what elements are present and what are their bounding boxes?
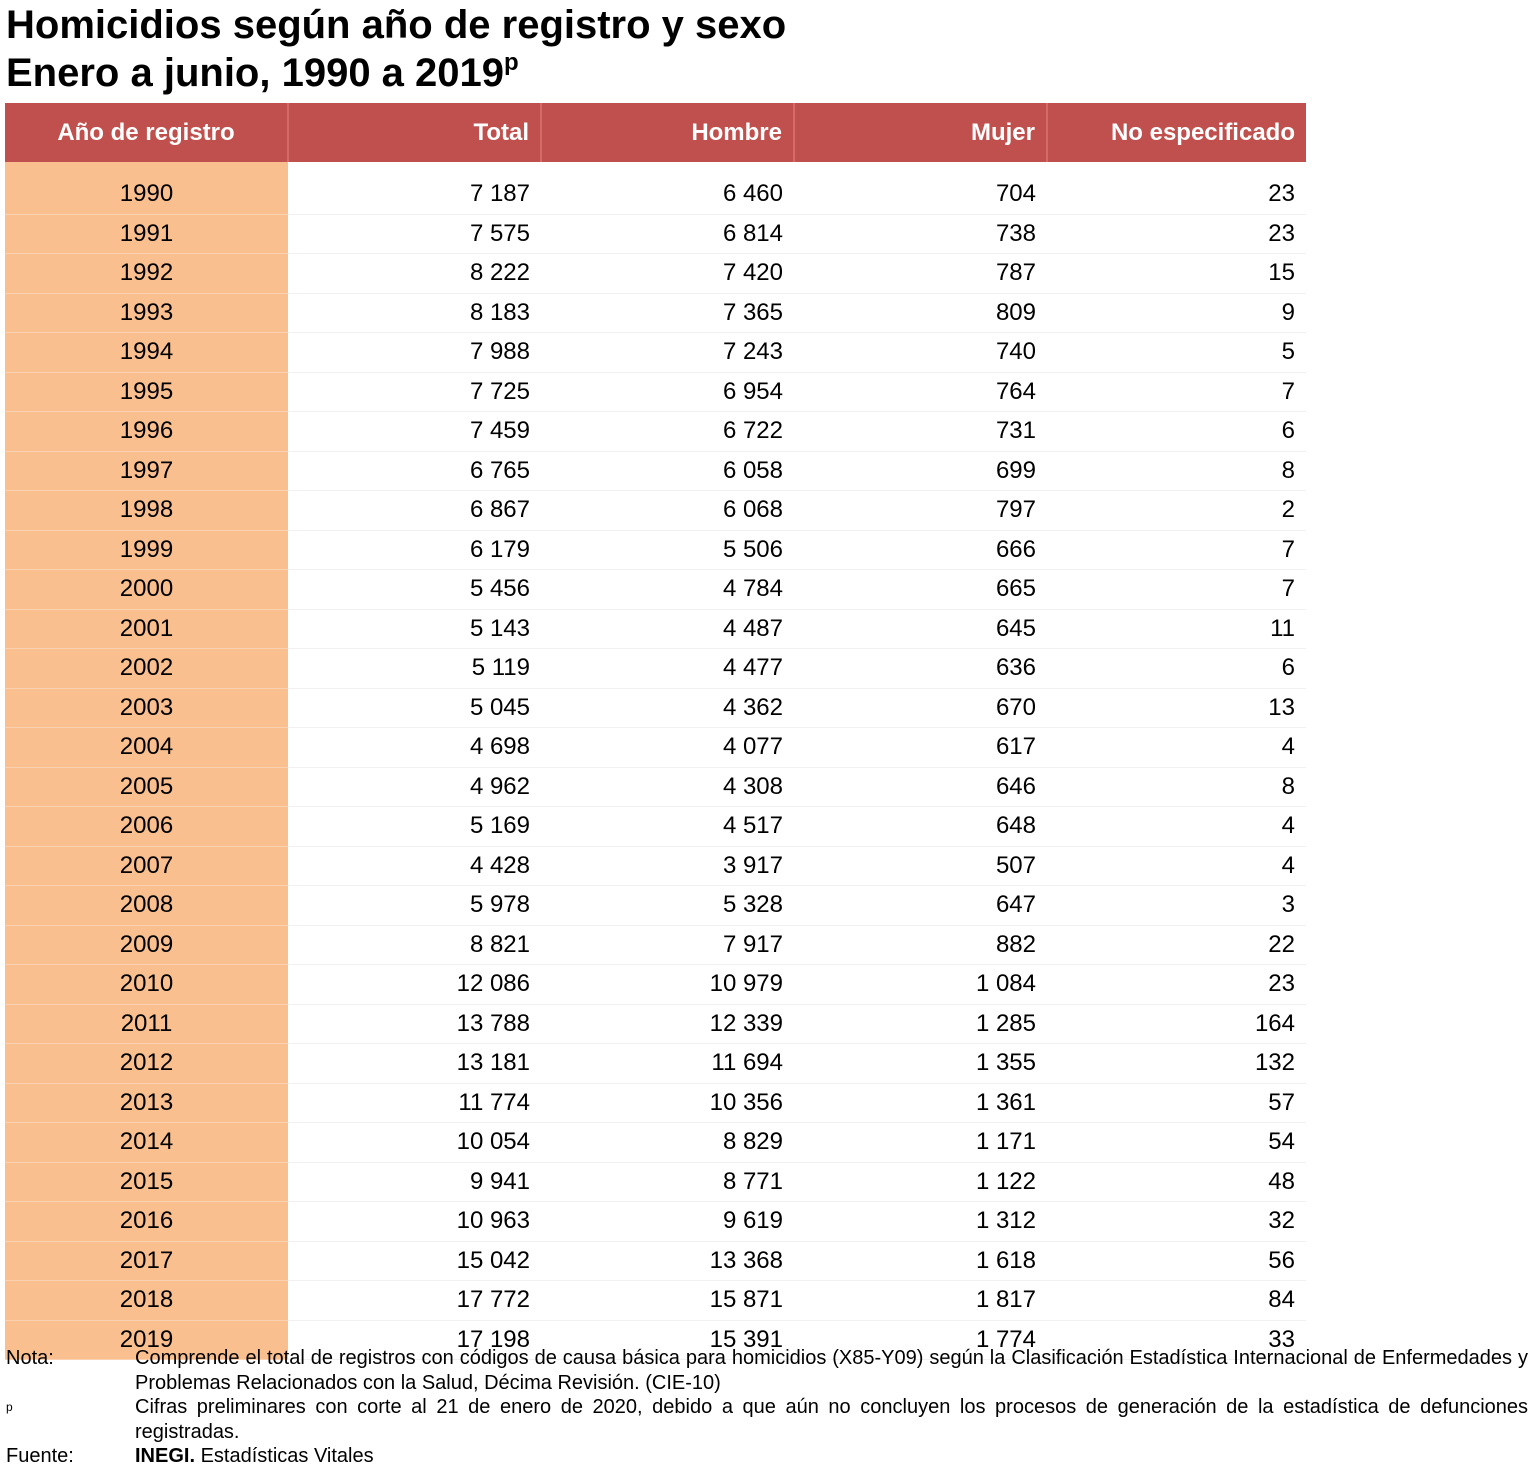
year-cell: 1995 (5, 372, 288, 412)
value-cell: 6 765 (288, 451, 541, 491)
year-cell: 2001 (5, 609, 288, 649)
value-cell: 646 (794, 767, 1047, 807)
value-cell: 7 365 (541, 293, 794, 333)
notes-section (6, 1346, 1528, 1469)
note-label: Fuente: (6, 1445, 74, 1467)
table-row (5, 162, 1306, 214)
value-cell: 5 (1047, 333, 1306, 373)
value-cell: 7 187 (288, 162, 541, 214)
value-cell: 32 (1047, 1202, 1306, 1242)
table-row (5, 925, 1306, 965)
value-cell: 9 (1047, 293, 1306, 333)
year-cell: 2015 (5, 1162, 288, 1202)
year-cell: 2016 (5, 1202, 288, 1242)
value-cell: 6 954 (541, 372, 794, 412)
value-cell: 132 (1047, 1044, 1306, 1084)
note-preliminary (6, 1395, 1528, 1444)
value-cell: 33 (1047, 1320, 1306, 1360)
value-cell: 6 058 (541, 451, 794, 491)
value-cell: 7 (1047, 372, 1306, 412)
preliminary-superscript: p (504, 49, 519, 76)
year-cell: 2000 (5, 570, 288, 610)
value-cell: 5 169 (288, 807, 541, 847)
value-cell: 11 694 (541, 1044, 794, 1084)
value-cell: 17 772 (288, 1281, 541, 1321)
value-cell: 1 817 (794, 1281, 1047, 1321)
value-cell: 6 179 (288, 530, 541, 570)
column-header: Mujer (794, 103, 1047, 162)
value-cell: 787 (794, 254, 1047, 294)
table-row (5, 1123, 1306, 1163)
value-cell: 9 941 (288, 1162, 541, 1202)
note-source (6, 1444, 1528, 1469)
year-cell: 2008 (5, 886, 288, 926)
value-cell: 1 361 (794, 1083, 1047, 1123)
year-cell: 1994 (5, 333, 288, 373)
value-cell: 23 (1047, 162, 1306, 214)
table-row (5, 886, 1306, 926)
year-cell: 2012 (5, 1044, 288, 1084)
value-cell: 6 722 (541, 412, 794, 452)
year-cell: 2017 (5, 1241, 288, 1281)
value-cell: 4 (1047, 728, 1306, 768)
value-cell: 1 171 (794, 1123, 1047, 1163)
value-cell: 699 (794, 451, 1047, 491)
value-cell: 13 788 (288, 1004, 541, 1044)
value-cell: 1 774 (794, 1320, 1047, 1360)
table-row (5, 1044, 1306, 1084)
value-cell: 7 575 (288, 214, 541, 254)
value-cell: 4 077 (541, 728, 794, 768)
value-cell: 7 988 (288, 333, 541, 373)
value-cell: 6 (1047, 412, 1306, 452)
note-label: p (6, 1400, 13, 1414)
value-cell: 6 460 (541, 162, 794, 214)
value-cell: 12 339 (541, 1004, 794, 1044)
year-cell: 2013 (5, 1083, 288, 1123)
value-cell: 647 (794, 886, 1047, 926)
value-cell: 8 183 (288, 293, 541, 333)
value-cell: 617 (794, 728, 1047, 768)
value-cell: 23 (1047, 214, 1306, 254)
value-cell: 740 (794, 333, 1047, 373)
table-row (5, 1004, 1306, 1044)
table-row (5, 254, 1306, 294)
year-cell: 2007 (5, 846, 288, 886)
note-text: Cifras preliminares con corte al 21 de enero de 2020, debido a que aún no concluyen los procesos de generación de la estadística de defunciones registradas. (135, 1396, 1528, 1443)
value-cell: 4 487 (541, 609, 794, 649)
value-cell: 3 917 (541, 846, 794, 886)
value-cell: 13 181 (288, 1044, 541, 1084)
table-body (5, 162, 1306, 1360)
value-cell: 1 355 (794, 1044, 1047, 1084)
value-cell: 809 (794, 293, 1047, 333)
value-cell: 5 456 (288, 570, 541, 610)
year-cell: 1998 (5, 491, 288, 531)
note-text: Comprende el total de registros con códigos de causa básica para homicidios (X85-Y09) según la Clasificación Estadística Internacional de Enfermedades y Problemas Relacionados con la Salud, Décima Revisión. (CIE-10) (135, 1347, 1528, 1394)
value-cell: 704 (794, 162, 1047, 214)
source-org: INEGI. (135, 1445, 196, 1467)
value-cell: 15 871 (541, 1281, 794, 1321)
value-cell: 8 771 (541, 1162, 794, 1202)
column-header: Año de registro (5, 103, 288, 162)
value-cell: 738 (794, 214, 1047, 254)
source-text (135, 1444, 1528, 1469)
table-row (5, 412, 1306, 452)
table-row (5, 609, 1306, 649)
page-title: Homicidios según año de registro y sexo (6, 3, 787, 47)
table-row (5, 530, 1306, 570)
value-cell: 1 285 (794, 1004, 1047, 1044)
year-cell: 2006 (5, 807, 288, 847)
value-cell: 7 (1047, 570, 1306, 610)
year-cell: 2005 (5, 767, 288, 807)
value-cell: 7 243 (541, 333, 794, 373)
value-cell: 10 979 (541, 965, 794, 1005)
value-cell: 17 198 (288, 1320, 541, 1360)
value-cell: 23 (1047, 965, 1306, 1005)
value-cell: 8 829 (541, 1123, 794, 1163)
homicides-table (5, 103, 1306, 1360)
value-cell: 11 774 (288, 1083, 541, 1123)
table-row (5, 570, 1306, 610)
table-row (5, 372, 1306, 412)
table-row (5, 214, 1306, 254)
value-cell: 2 (1047, 491, 1306, 531)
value-cell: 1 312 (794, 1202, 1047, 1242)
column-header: Total (288, 103, 541, 162)
value-cell: 645 (794, 609, 1047, 649)
value-cell: 764 (794, 372, 1047, 412)
page-subtitle (6, 50, 519, 96)
value-cell: 507 (794, 846, 1047, 886)
table-row (5, 965, 1306, 1005)
year-cell: 2010 (5, 965, 288, 1005)
value-cell: 164 (1047, 1004, 1306, 1044)
year-cell: 2019 (5, 1320, 288, 1360)
note-label: Nota: (6, 1347, 54, 1369)
value-cell: 7 420 (541, 254, 794, 294)
year-cell: 2004 (5, 728, 288, 768)
value-cell: 8 (1047, 767, 1306, 807)
value-cell: 9 619 (541, 1202, 794, 1242)
year-cell: 2009 (5, 925, 288, 965)
column-header: No especificado (1047, 103, 1306, 162)
year-cell: 1993 (5, 293, 288, 333)
table-row (5, 1202, 1306, 1242)
value-cell: 4 362 (541, 688, 794, 728)
value-cell: 8 821 (288, 925, 541, 965)
value-cell: 6 068 (541, 491, 794, 531)
value-cell: 731 (794, 412, 1047, 452)
table-row (5, 1281, 1306, 1321)
subtitle-text: Enero a junio, 1990 a 2019 (6, 51, 505, 95)
value-cell: 665 (794, 570, 1047, 610)
value-cell: 15 (1047, 254, 1306, 294)
table-row (5, 293, 1306, 333)
value-cell: 13 (1047, 688, 1306, 728)
value-cell: 22 (1047, 925, 1306, 965)
value-cell: 4 517 (541, 807, 794, 847)
table-header-row (5, 103, 1306, 162)
year-cell: 2014 (5, 1123, 288, 1163)
value-cell: 1 084 (794, 965, 1047, 1005)
year-cell: 1999 (5, 530, 288, 570)
year-cell: 1996 (5, 412, 288, 452)
note-nota (6, 1346, 1528, 1395)
value-cell: 5 119 (288, 649, 541, 689)
value-cell: 648 (794, 807, 1047, 847)
year-cell: 2002 (5, 649, 288, 689)
source-name: Estadísticas Vitales (195, 1445, 374, 1467)
table-row (5, 333, 1306, 373)
value-cell: 797 (794, 491, 1047, 531)
value-cell: 8 222 (288, 254, 541, 294)
year-cell: 2018 (5, 1281, 288, 1321)
year-cell: 1990 (5, 162, 288, 214)
value-cell: 5 506 (541, 530, 794, 570)
value-cell: 54 (1047, 1123, 1306, 1163)
value-cell: 12 086 (288, 965, 541, 1005)
table-row (5, 649, 1306, 689)
year-cell: 1991 (5, 214, 288, 254)
value-cell: 10 356 (541, 1083, 794, 1123)
table-row (5, 767, 1306, 807)
value-cell: 8 (1047, 451, 1306, 491)
value-cell: 7 725 (288, 372, 541, 412)
value-cell: 6 814 (541, 214, 794, 254)
value-cell: 10 054 (288, 1123, 541, 1163)
column-header: Hombre (541, 103, 794, 162)
value-cell: 4 698 (288, 728, 541, 768)
value-cell: 1 122 (794, 1162, 1047, 1202)
year-cell: 2003 (5, 688, 288, 728)
year-cell: 2011 (5, 1004, 288, 1044)
table-row (5, 1241, 1306, 1281)
table-row (5, 728, 1306, 768)
value-cell: 57 (1047, 1083, 1306, 1123)
value-cell: 4 784 (541, 570, 794, 610)
value-cell: 5 328 (541, 886, 794, 926)
value-cell: 11 (1047, 609, 1306, 649)
value-cell: 15 042 (288, 1241, 541, 1281)
value-cell: 6 867 (288, 491, 541, 531)
year-cell: 1997 (5, 451, 288, 491)
value-cell: 15 391 (541, 1320, 794, 1360)
year-cell: 1992 (5, 254, 288, 294)
value-cell: 5 045 (288, 688, 541, 728)
value-cell: 4 477 (541, 649, 794, 689)
value-cell: 4 962 (288, 767, 541, 807)
value-cell: 4 (1047, 846, 1306, 886)
value-cell: 84 (1047, 1281, 1306, 1321)
value-cell: 6 (1047, 649, 1306, 689)
value-cell: 882 (794, 925, 1047, 965)
table-row (5, 1083, 1306, 1123)
value-cell: 7 459 (288, 412, 541, 452)
table-row (5, 451, 1306, 491)
value-cell: 670 (794, 688, 1047, 728)
value-cell: 13 368 (541, 1241, 794, 1281)
value-cell: 4 308 (541, 767, 794, 807)
value-cell: 7 (1047, 530, 1306, 570)
value-cell: 48 (1047, 1162, 1306, 1202)
value-cell: 5 143 (288, 609, 541, 649)
value-cell: 1 618 (794, 1241, 1047, 1281)
value-cell: 7 917 (541, 925, 794, 965)
table-row (5, 846, 1306, 886)
table-row (5, 491, 1306, 531)
table-row (5, 1162, 1306, 1202)
value-cell: 10 963 (288, 1202, 541, 1242)
value-cell: 4 (1047, 807, 1306, 847)
value-cell: 4 428 (288, 846, 541, 886)
table-row (5, 807, 1306, 847)
value-cell: 56 (1047, 1241, 1306, 1281)
value-cell: 636 (794, 649, 1047, 689)
table-row (5, 688, 1306, 728)
value-cell: 666 (794, 530, 1047, 570)
value-cell: 3 (1047, 886, 1306, 926)
value-cell: 5 978 (288, 886, 541, 926)
